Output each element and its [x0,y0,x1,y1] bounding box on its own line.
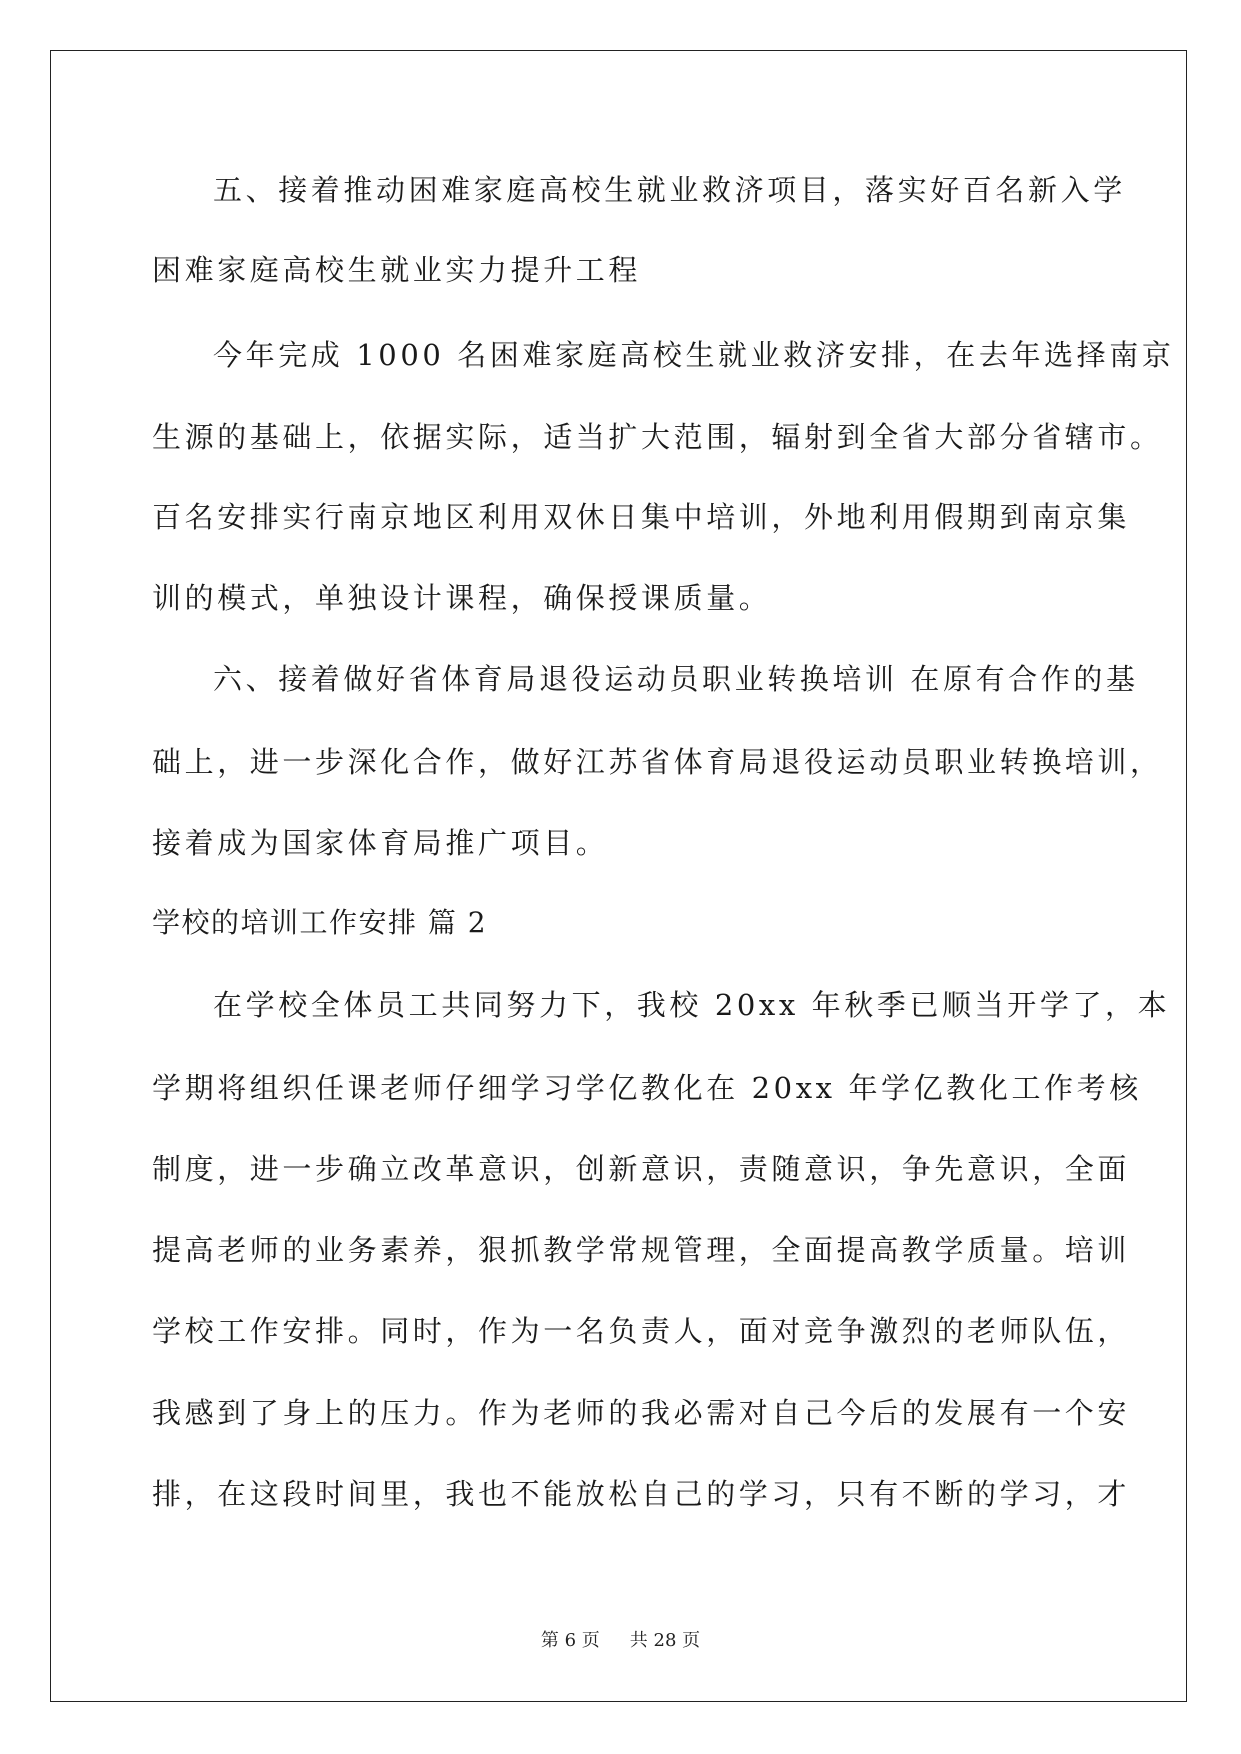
paragraph-1-line-2: 困难家庭高校生就业实力提升工程 [152,253,642,287]
paragraph-4-line-2: 学期将组织任课老师仔细学习学亿教化在 20xx 年学亿教化工作考核 [152,1071,1142,1105]
paragraph-3-line-1: 六、接着做好省体育局退役运动员职业转换培训 在原有合作的基 [213,662,1139,696]
page-number: 第 6 页 [540,1630,600,1651]
paragraph-4-line-6: 我感到了身上的压力。作为老师的我必需对自己今后的发展有一个安 [152,1396,1131,1430]
paragraph-4-line-3: 制度，进一步确立改革意识，创新意识，责随意识，争先意识，全面 [152,1152,1131,1186]
paragraph-4-line-1: 在学校全体员工共同努力下，我校 20xx 年秋季已顺当开学了，本 [213,988,1171,1022]
paragraph-2-line-2: 生源的基础上，依据实际，适当扩大范围，辐射到全省大部分省辖市。 [152,420,1163,454]
paragraph-2-line-1: 今年完成 1000 名困难家庭高校生就业救济安排，在去年选择南京 [213,338,1175,372]
paragraph-3-line-2: 础上，进一步深化合作，做好江苏省体育局退役运动员职业转换培训， [152,745,1163,779]
paragraph-3-line-3: 接着成为国家体育局推广项目。 [152,826,609,860]
page-total: 共 28 页 [629,1630,701,1651]
page-footer [0,1626,1241,1652]
paragraph-2-line-3: 百名安排实行南京地区利用双休日集中培训，外地利用假期到南京集 [152,500,1131,534]
paragraph-4-line-7: 排，在这段时间里，我也不能放松自己的学习，只有不断的学习，才 [152,1477,1131,1511]
paragraph-4-line-4: 提高老师的业务素养，狠抓教学常规管理，全面提高教学质量。培训 [152,1233,1131,1267]
section-heading: 学校的培训工作安排 篇 2 [152,906,488,939]
paragraph-1-line-1: 五、接着推动困难家庭高校生就业救济项目，落实好百名新入学 [213,173,1126,207]
paragraph-2-line-4: 训的模式，单独设计课程，确保授课质量。 [152,581,772,615]
page-frame [50,50,1187,1702]
paragraph-4-line-5: 学校工作安排。同时，作为一名负责人，面对竞争激烈的老师队伍， [152,1314,1131,1348]
